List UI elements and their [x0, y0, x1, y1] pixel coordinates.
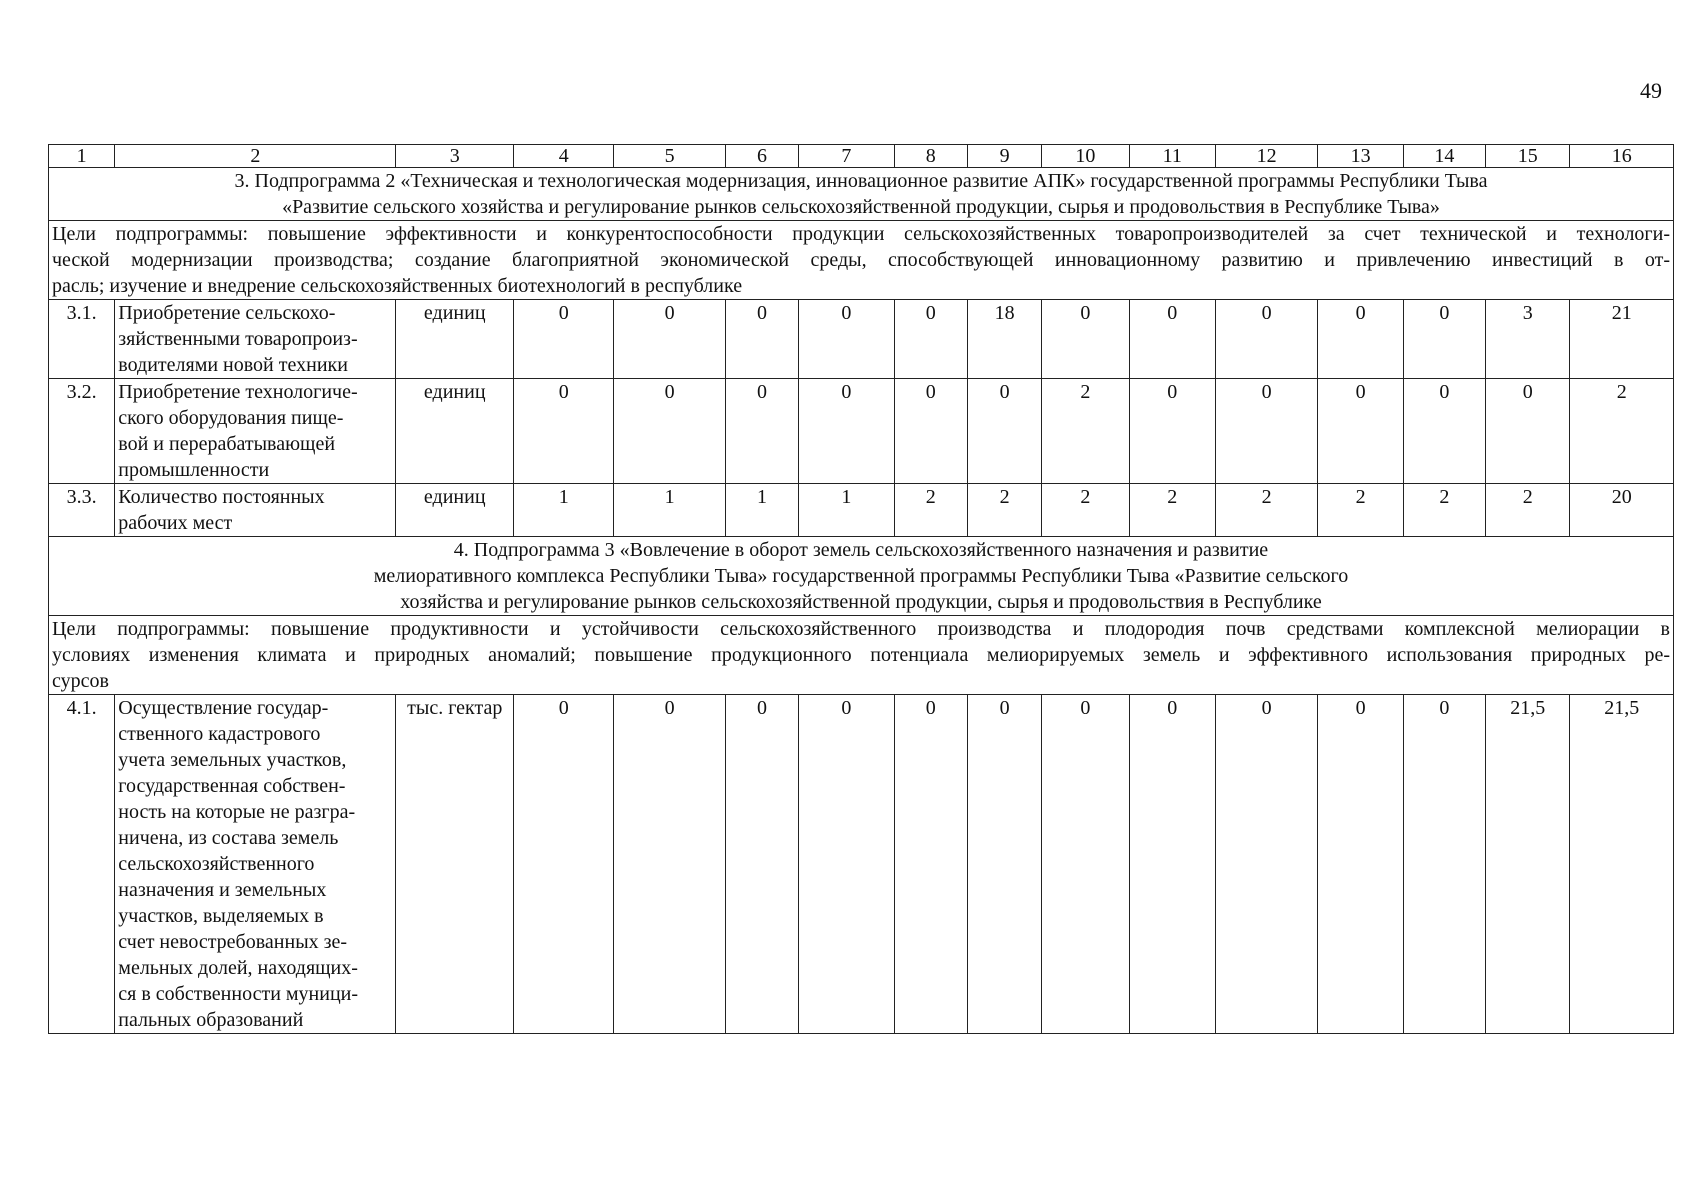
value-cell: 0: [1318, 379, 1403, 484]
value-cell: 0: [1129, 300, 1215, 379]
column-header: 6: [725, 145, 798, 168]
indicator-name: [115, 695, 396, 1034]
value-cell: 2: [967, 484, 1041, 537]
value-cell: 0: [614, 300, 725, 379]
value-cell: 3: [1486, 300, 1570, 379]
value-cell: 0: [1403, 300, 1485, 379]
row-number: 3.3.: [49, 484, 115, 537]
value-cell: 1: [614, 484, 725, 537]
indicator-name-line: водителями новой техники: [118, 354, 348, 376]
section-title: [49, 168, 1674, 221]
column-header: 8: [894, 145, 967, 168]
section-title-line: 4. Подпрограмма 3 «Вовлечение в оборот земель сельскохозяйственного назначения и развитие: [453, 539, 1269, 561]
table-body: [49, 145, 1674, 1034]
value-cell: 0: [799, 300, 894, 379]
goals-line: ческой модернизации производства; создание благоприятной экономической среды, способствующей инновационному развитию и привлечению инвестиций в от-: [52, 249, 1670, 271]
value-cell: 0: [614, 695, 725, 1034]
value-cell: 1: [725, 484, 798, 537]
section-goals: [49, 616, 1674, 695]
unit: единиц: [396, 379, 514, 484]
value-cell: 2: [1129, 484, 1215, 537]
value-cell: 0: [799, 379, 894, 484]
value-cell: 0: [513, 379, 613, 484]
table-row: [49, 484, 1674, 537]
indicator-name-line: Приобретение сельскохо-: [118, 302, 336, 324]
goals-line: расль; изучение и внедрение сельскохозяйственных биотехнологий в республике: [52, 275, 743, 297]
indicator-name-line: государственная собствен-: [118, 775, 346, 797]
value-cell: 21: [1570, 300, 1674, 379]
column-header: 15: [1486, 145, 1570, 168]
section-goals: [49, 221, 1674, 300]
column-header: 10: [1042, 145, 1129, 168]
indicator-name-line: Количество постоянных: [118, 486, 325, 508]
column-header: 12: [1215, 145, 1317, 168]
value-cell: 0: [894, 379, 967, 484]
indicator-name-line: участков, выделяемых в: [118, 905, 324, 927]
value-cell: 0: [967, 379, 1041, 484]
value-cell: 1: [513, 484, 613, 537]
column-header: 14: [1403, 145, 1485, 168]
value-cell: 0: [1215, 300, 1317, 379]
table-row: [49, 379, 1674, 484]
value-cell: 2: [1403, 484, 1485, 537]
column-header-row: [49, 145, 1674, 168]
value-cell: 2: [1318, 484, 1403, 537]
indicator-name-line: зяйственными товаропроиз-: [118, 328, 358, 350]
value-cell: 21,5: [1570, 695, 1674, 1034]
unit: тыс. гектар: [396, 695, 514, 1034]
indicator-name-line: вой и перерабатывающей: [118, 433, 336, 455]
value-cell: 1: [799, 484, 894, 537]
indicator-name-line: рабочих мест: [118, 512, 233, 534]
section-title-line: 3. Подпрограмма 2 «Техническая и технологическая модернизация, инновационное развитие АПК» государственной программы Республики Тыва: [234, 170, 1488, 192]
column-header: 3: [396, 145, 514, 168]
value-cell: 2: [1215, 484, 1317, 537]
goals-line: сурсов: [52, 670, 109, 692]
value-cell: 18: [967, 300, 1041, 379]
indicators-table: [48, 144, 1674, 1034]
value-cell: 0: [1129, 695, 1215, 1034]
value-cell: 0: [799, 695, 894, 1034]
unit: единиц: [396, 300, 514, 379]
section-goals-row: [49, 221, 1674, 300]
column-header: 11: [1129, 145, 1215, 168]
value-cell: 0: [1215, 695, 1317, 1034]
unit: единиц: [396, 484, 514, 537]
section-goals-row: [49, 616, 1674, 695]
value-cell: 2: [1570, 379, 1674, 484]
indicator-name-line: ничена, из состава земель: [118, 827, 339, 849]
goals-line: Цели подпрограммы: повышение продуктивности и устойчивости сельскохозяйственного производства и плодородия почв средствами комплексной мелиорации в: [52, 618, 1670, 640]
value-cell: 0: [894, 300, 967, 379]
indicator-name-line: Осуществление государ-: [118, 697, 329, 719]
value-cell: 0: [1215, 379, 1317, 484]
section-title-line: хозяйства и регулирование рынков сельскохозяйственной продукции, сырья и продовольствия в Республике: [400, 591, 1322, 613]
value-cell: 0: [1129, 379, 1215, 484]
section-title-line: «Развитие сельского хозяйства и регулирование рынков сельскохозяйственной продукции, сырья и продовольствия в Республике Тыва»: [282, 196, 1440, 218]
column-header: 4: [513, 145, 613, 168]
value-cell: 0: [967, 695, 1041, 1034]
indicator-name-line: ся в собственности муници-: [118, 983, 359, 1005]
indicator-name-line: назначения и земельных: [118, 879, 327, 901]
indicator-name: [115, 484, 396, 537]
value-cell: 0: [1403, 695, 1485, 1034]
value-cell: 20: [1570, 484, 1674, 537]
indicator-name-line: Приобретение технологиче-: [118, 381, 358, 403]
value-cell: 0: [1486, 379, 1570, 484]
value-cell: 0: [1042, 300, 1129, 379]
column-header: 2: [115, 145, 396, 168]
indicator-name-line: промышленности: [118, 459, 270, 481]
section-title-row: [49, 537, 1674, 616]
value-cell: 0: [725, 300, 798, 379]
page-number: 49: [1640, 78, 1662, 103]
row-number: 3.2.: [49, 379, 115, 484]
value-cell: 0: [1318, 300, 1403, 379]
column-header: 1: [49, 145, 115, 168]
goals-line: Цели подпрограммы: повышение эффективности и конкурентоспособности продукции сельскохозяйственных товаропроизводителей за счет технической и технологи-: [52, 223, 1670, 245]
section-title: [49, 537, 1674, 616]
column-header: 5: [614, 145, 725, 168]
indicator-name-line: пальных образований: [118, 1009, 304, 1031]
column-header: 16: [1570, 145, 1674, 168]
indicator-name-line: счет невостребованных зе-: [118, 931, 348, 953]
indicator-name: [115, 379, 396, 484]
indicator-name-line: учета земельных участков,: [118, 749, 347, 771]
value-cell: 0: [1042, 695, 1129, 1034]
value-cell: 2: [1486, 484, 1570, 537]
value-cell: 21,5: [1486, 695, 1570, 1034]
value-cell: 0: [725, 695, 798, 1034]
column-header: 13: [1318, 145, 1403, 168]
column-header: 9: [967, 145, 1041, 168]
indicator-name-line: ность на которые не разгра-: [118, 801, 356, 823]
section-title-line: мелиоративного комплекса Республики Тыва» государственной программы Республики Тыва «Развитие сельского: [373, 565, 1349, 587]
table-row: [49, 695, 1674, 1034]
value-cell: 0: [513, 300, 613, 379]
value-cell: 2: [1042, 379, 1129, 484]
indicator-name-line: мельных долей, находящих-: [118, 957, 358, 979]
value-cell: 2: [1042, 484, 1129, 537]
indicator-name: [115, 300, 396, 379]
value-cell: 0: [1318, 695, 1403, 1034]
column-header: 7: [799, 145, 894, 168]
value-cell: 0: [725, 379, 798, 484]
value-cell: 0: [894, 695, 967, 1034]
value-cell: 0: [614, 379, 725, 484]
section-title-row: [49, 168, 1674, 221]
value-cell: 2: [894, 484, 967, 537]
value-cell: 0: [513, 695, 613, 1034]
row-number: 4.1.: [49, 695, 115, 1034]
value-cell: 0: [1403, 379, 1485, 484]
table-row: [49, 300, 1674, 379]
goals-line: условиях изменения климата и природных аномалий; повышение продукционного потенциала мелиорируемых земель и эффективного использования природных ре-: [52, 644, 1670, 666]
indicator-name-line: ственного кадастрового: [118, 723, 321, 745]
indicator-name-line: ского оборудования пище-: [118, 407, 344, 429]
indicator-name-line: сельскохозяйственного: [118, 853, 315, 875]
row-number: 3.1.: [49, 300, 115, 379]
